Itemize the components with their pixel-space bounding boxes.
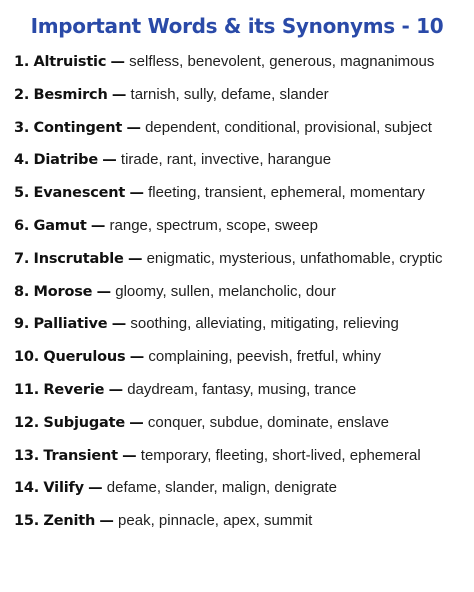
item-number: 13.	[14, 447, 40, 464]
list-item	[14, 476, 464, 509]
item-word: Contingent	[33, 119, 123, 136]
item-number: 1.	[14, 54, 30, 70]
item-synonyms: enigmatic, mysterious, unfathomable, cryptic	[146, 249, 443, 267]
item-synonyms: peak, pinnacle, apex, summit	[118, 512, 313, 530]
item-dash: —	[90, 217, 106, 234]
item-dash: —	[108, 381, 123, 398]
item-synonyms: defame, slander, malign, denigrate	[106, 479, 337, 497]
list-item	[14, 280, 464, 313]
item-dash: —	[129, 185, 144, 202]
item-dash: —	[96, 283, 111, 300]
item-dash: —	[126, 119, 141, 136]
item-word: Zenith	[43, 513, 96, 530]
item-synonyms: conquer, subdue, dominate, enslave	[147, 413, 389, 431]
item-word: Subjugate	[43, 414, 125, 431]
item-word: Inscrutable	[33, 250, 124, 267]
item-dash: —	[111, 86, 127, 103]
list-item	[14, 378, 464, 411]
item-word: Altruistic	[33, 54, 107, 70]
item-number: 4.	[14, 152, 30, 169]
list-item	[14, 509, 464, 542]
list-item	[14, 247, 464, 280]
page-title: Important Words & its Synonyms - 10	[30, 14, 444, 38]
item-word: Gamut	[33, 217, 87, 234]
item-number: 6.	[14, 217, 30, 234]
list-item	[14, 444, 464, 477]
list-item	[14, 181, 464, 214]
item-word: Evanescent	[33, 185, 126, 202]
item-word: Morose	[33, 283, 93, 300]
list-item	[14, 83, 464, 116]
item-synonyms: daydream, fantasy, musing, trance	[127, 380, 357, 398]
item-dash: —	[110, 54, 125, 70]
item-dash: —	[129, 349, 145, 366]
item-number: 11.	[14, 381, 40, 398]
item-dash: —	[111, 316, 127, 333]
item-word: Reverie	[43, 381, 105, 398]
item-synonyms: gloomy, sullen, melancholic, dour	[115, 282, 336, 300]
item-synonyms: tarnish, sully, defame, slander	[130, 85, 329, 103]
item-synonyms: complaining, peevish, fretful, whiny	[148, 348, 382, 366]
list-item	[14, 214, 464, 247]
list-item	[14, 116, 464, 149]
item-synonyms: dependent, conditional, provisional, subject	[145, 118, 432, 136]
list-item	[14, 345, 464, 378]
item-synonyms: fleeting, transient, ephemeral, momentary	[148, 184, 425, 202]
item-number: 9.	[14, 316, 30, 333]
list-item	[14, 411, 464, 444]
item-number: 5.	[14, 185, 30, 202]
synonym-list	[14, 50, 464, 542]
item-word: Diatribe	[33, 152, 98, 169]
item-word: Transient	[43, 447, 118, 464]
item-number: 14.	[14, 480, 40, 497]
item-dash: —	[129, 414, 144, 431]
item-number: 7.	[14, 250, 30, 267]
item-synonyms: soothing, alleviating, mitigating, relieving	[130, 315, 399, 333]
item-number: 8.	[14, 283, 30, 300]
item-synonyms: range, spectrum, scope, sweep	[109, 216, 318, 234]
item-number: 10.	[14, 349, 40, 366]
item-dash: —	[127, 250, 143, 267]
item-dash: —	[102, 152, 117, 169]
item-synonyms: tirade, rant, invective, harangue	[120, 151, 332, 169]
list-item	[14, 148, 464, 181]
item-word: Vilify	[43, 480, 84, 497]
item-synonyms: temporary, fleeting, short-lived, ephemeral	[140, 446, 421, 464]
item-word: Besmirch	[33, 86, 108, 103]
item-number: 3.	[14, 119, 30, 136]
item-synonyms: selfless, benevolent, generous, magnanimous	[129, 53, 435, 70]
item-dash: —	[88, 480, 103, 497]
item-word: Querulous	[43, 349, 126, 366]
list-item	[14, 312, 464, 345]
list-item	[14, 50, 464, 83]
item-number: 2.	[14, 86, 30, 103]
item-dash: —	[99, 513, 114, 530]
item-dash: —	[122, 447, 137, 464]
item-number: 15.	[14, 513, 40, 530]
item-word: Palliative	[33, 316, 108, 333]
item-number: 12.	[14, 414, 40, 431]
